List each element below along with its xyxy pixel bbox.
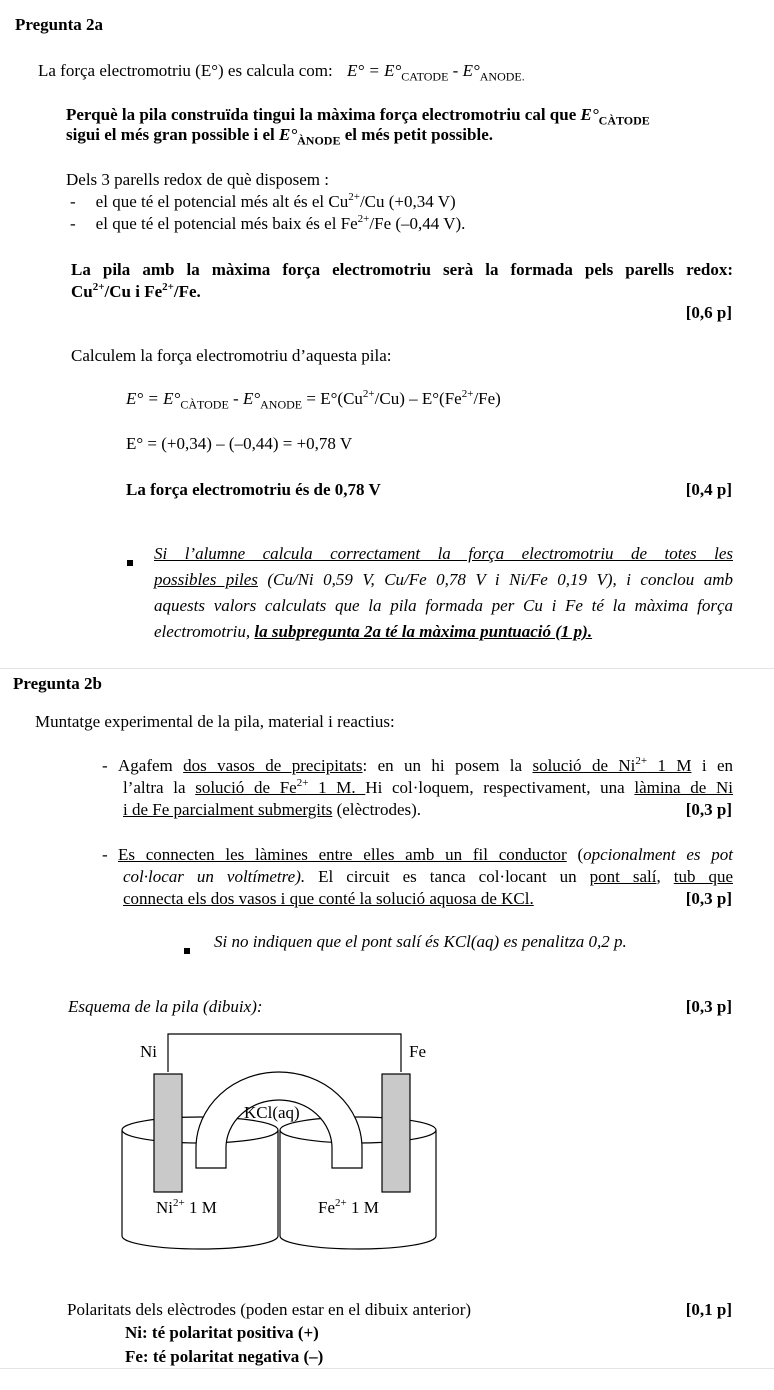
salt-bridge-label: KCl(aq) [244,1103,300,1122]
points-badge: [0,4 p] [685,480,732,499]
redox-pair-lowest: - el que té el potencial més baix és el $Fe^{2+}/Fe$ (–0,44 V). [70,213,466,233]
points-badge: [0,6 p] [685,303,732,322]
max-emf-condition-line1: Perquè la pila construïda tingui la màxima força electromotriu cal que $E^\circ_{CÀTODE}$ [66,105,650,128]
fe-solution-label: $Fe^{2+}$ 1 M [318,1197,379,1217]
list-dash: - [102,845,108,864]
points-badge: [0,3 p] [685,800,732,819]
conclusion-line1: La pila amb la màxima força electromotriu serà la formada pels parells redox: [71,260,733,279]
ni-label: Ni [140,1042,157,1061]
redox-pair-highest: - el que té el potencial més alt és el $Cu^{2+}/Cu$ (+0,34 V) [70,191,456,211]
emf-definition [38,60,525,87]
fe-polarity: Fe: té polaritat negativa (–) [125,1347,324,1366]
calc-intro: Calculem la força electromotriu d’aquesta pila: [71,346,392,365]
emf-formula: $E^\circ = E^\circ_{CATODE} - E^\circ_{ANODE.}$ [346,61,525,84]
setup-intro: Muntatge experimental de la pila, material i reactius: [35,712,395,731]
ni-electrode [154,1074,182,1192]
fe-electrode [382,1074,410,1192]
polarity-label: Polaritats dels elèctrodes (poden estar en el dibuix anterior) [67,1300,472,1319]
scheme-label: Esquema de la pila (dibuix): [68,997,263,1016]
ni-polarity: Ni: té polaritat positiva (+) [125,1323,319,1342]
points-badge: [0,3 p] [685,997,732,1016]
page-bottom-divider [0,1368,774,1369]
note-line1: Si l’alumne calcula correctament la força electromotriu de totes les [154,544,733,563]
max-emf-condition-line2: sigui el més gran possible i el $E^\circ_{ÀNODE}$ el més petit possible. [66,125,493,148]
note-line2: possibles piles (Cu/Ni 0,59 V, Cu/Fe 0,78 V i Ni/Fe 0,19 V), i conclou amb [154,570,733,589]
ni-solution-label: $Ni^{2+}$ 1 M [156,1197,217,1217]
emf-result: La força electromotriu és de 0,78 V [126,480,381,499]
conductor-wire [168,1034,401,1072]
emf-equation: $E^\circ = E^\circ_{CÀTODE} - E^\circ_{ANODE} = E^\circ(Cu^{2+}/Cu) - E^\circ(Fe^{2+}/Fe)$ [126,388,501,412]
conclusion-line2: $Cu^{2+}/Cu$ i $Fe^{2+}/Fe$. [71,281,201,301]
question-2b-title: Pregunta 2b [13,674,102,693]
question-2a-title: Pregunta 2a [15,15,103,34]
redox-pairs-intro: Dels 3 parells redox de què disposem : [66,170,329,189]
bullet-icon [127,550,133,572]
note-line3: aquests valors calculats que la pila formada per Cu i Fe té la màxima força [154,596,733,615]
points-badge: [0,1 p] [685,1300,732,1319]
section-divider [0,668,774,669]
galvanic-cell-diagram [110,1028,450,1268]
setup-item1-line1: Agafem dos vasos de precipitats: en un hi posem la solució de $Ni^{2+}$ 1 M i en [118,755,733,775]
emf-numeric-equation: E° = (+0,34) – (–0,44) = +0,78 V [126,434,353,453]
list-dash: - [102,756,108,775]
setup-item2-line1: Es connecten les làmines entre elles amb un fil conductor (opcionalment es pot [118,845,733,864]
setup-item2-line3: connecta els dos vasos i que conté la solució aquosa de KCl. [123,889,534,908]
penalty-note: Si no indiquen que el pont salí és KCl(aq) es penalitza 0,2 p. [214,932,627,951]
setup-item1-line3: i de Fe parcialment submergits (elèctrodes). [123,800,422,819]
setup-item1-line2: l’altra la solució de $Fe^{2+}$ 1 M. Hi col·loquem, respectivament, una làmina de Ni [123,777,733,797]
setup-item2-line2: col·locar un voltímetre). El circuit es tanca col·locant un pont salí, tub que [123,867,733,886]
emf-definition-text: La força electromotriu (E°) es calcula com: [38,61,333,80]
note-line4: electromotriu, la subpregunta 2a té la màxima puntuació (1 p). [154,622,593,641]
points-badge: [0,3 p] [685,889,732,908]
fe-label: Fe [409,1042,426,1061]
bullet-icon [184,938,190,960]
